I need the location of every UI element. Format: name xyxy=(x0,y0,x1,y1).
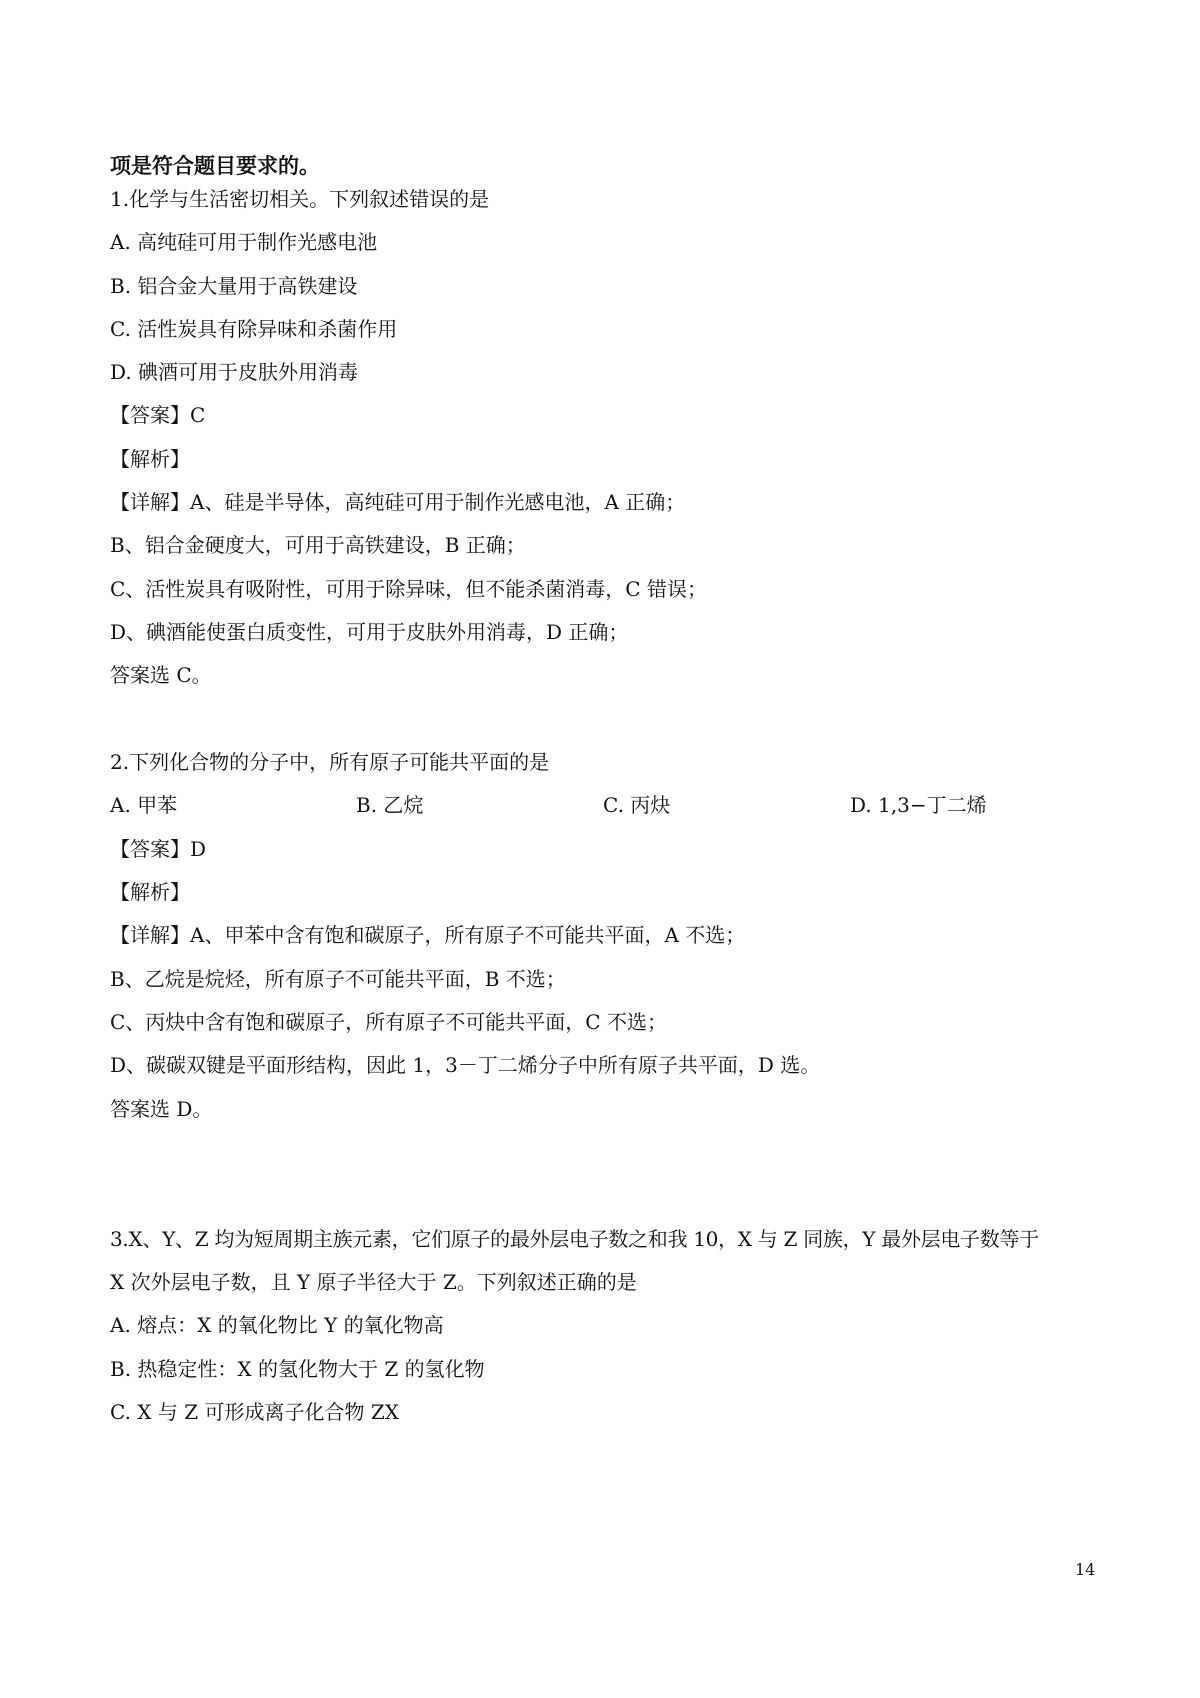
q2-option-d: D. 1,3−丁二烯 xyxy=(850,793,987,817)
q1-detail-b: B、铝合金硬度大，可用于高铁建设，B 正确； xyxy=(110,533,526,557)
q2-stem: 2.下列化合物的分子中，所有原子可能共平面的是 xyxy=(110,750,550,774)
q2-answer: 【答案】D xyxy=(110,837,207,861)
q1-option-a: A. 高纯硅可用于制作光感电池 xyxy=(110,230,378,254)
section-heading: 项是符合题目要求的。 xyxy=(110,154,320,178)
q3-option-c: C. X 与 Z 可形成离子化合物 ZX xyxy=(110,1400,400,1424)
q2-analysis-label: 【解析】 xyxy=(110,880,190,904)
q2-conclusion: 答案选 D。 xyxy=(110,1097,213,1121)
q3-option-b: B. 热稳定性：X 的氢化物大于 Z 的氢化物 xyxy=(110,1357,485,1381)
q2-detail-c: C、丙炔中含有饱和碳原子，所有原子不可能共平面，C 不选； xyxy=(110,1010,667,1034)
q2-detail-a: 【详解】A、甲苯中含有饱和碳原子，所有原子不可能共平面，A 不选； xyxy=(110,923,746,947)
q1-detail-d: D、碘酒能使蛋白质变性，可用于皮肤外用消毒，D 正确； xyxy=(110,620,629,644)
q1-option-d: D. 碘酒可用于皮肤外用消毒 xyxy=(110,360,359,384)
q1-option-c: C. 活性炭具有除异味和杀菌作用 xyxy=(110,317,398,341)
q1-conclusion: 答案选 C。 xyxy=(110,663,212,687)
page-number: 14 xyxy=(1075,1560,1096,1579)
q2-option-a: A. 甲苯 xyxy=(110,793,178,817)
q3-stem-line2: X 次外层电子数，且 Y 原子半径大于 Z。下列叙述正确的是 xyxy=(110,1270,637,1294)
q1-answer: 【答案】C xyxy=(110,403,206,427)
q2-option-b: B. 乙烷 xyxy=(356,793,424,817)
q2-detail-d: D、碳碳双键是平面形结构，因此 1，3－丁二烯分子中所有原子共平面，D 选。 xyxy=(110,1053,821,1077)
q1-stem: 1.化学与生活密切相关。下列叙述错误的是 xyxy=(110,187,490,211)
q1-analysis-label: 【解析】 xyxy=(110,447,190,471)
q1-detail-c: C、活性炭具有吸附性，可用于除异味，但不能杀菌消毒，C 错误； xyxy=(110,577,707,601)
q2-detail-b: B、乙烷是烷烃，所有原子不可能共平面，B 不选； xyxy=(110,967,566,991)
q2-option-c: C. 丙炔 xyxy=(603,793,671,817)
q1-detail-a: 【详解】A、硅是半导体，高纯硅可用于制作光感电池，A 正确； xyxy=(110,490,686,514)
q1-option-b: B. 铝合金大量用于高铁建设 xyxy=(110,274,358,298)
q3-option-a: A. 熔点：X 的氧化物比 Y 的氧化物高 xyxy=(110,1313,444,1337)
q3-stem-line1: 3.X、Y、Z 均为短周期主族元素，它们原子的最外层电子数之和我 10，X 与 Z 同族，Y 最外层电子数等于 xyxy=(110,1227,1039,1251)
